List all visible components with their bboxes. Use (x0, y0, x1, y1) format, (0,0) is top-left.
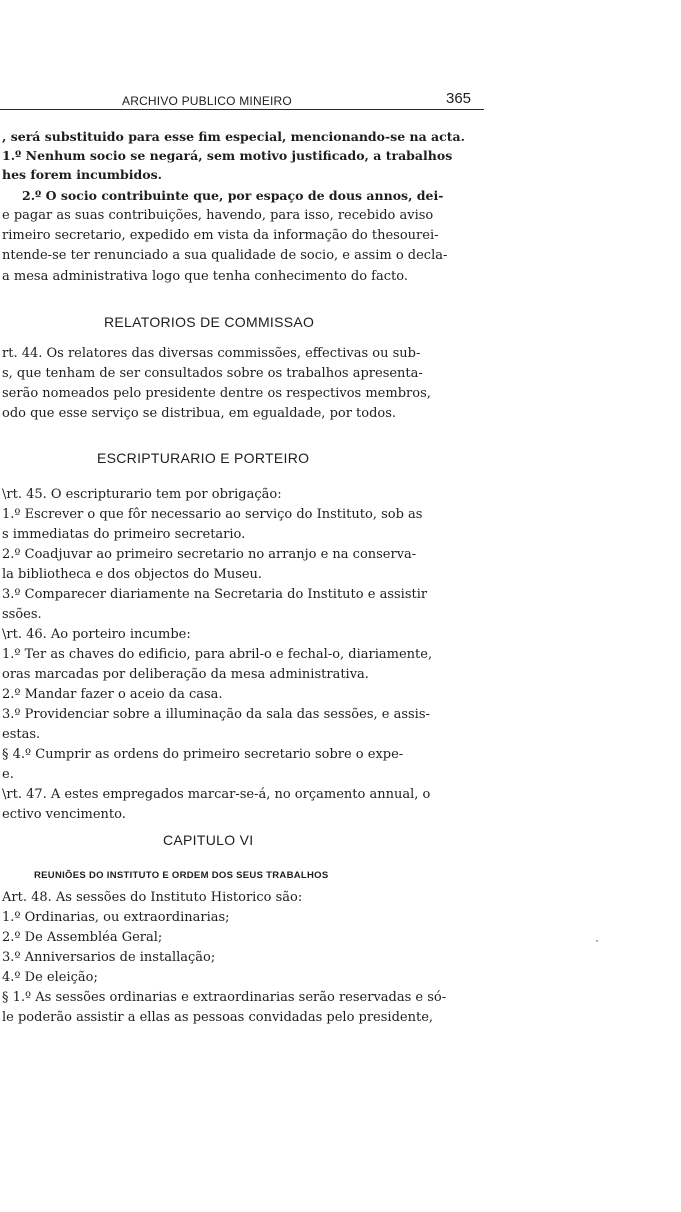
text-line: 1.º Escrever o que fôr necessario ao serviço do Instituto, sob as (2, 507, 423, 522)
text-line: rimeiro secretario, expedido em vista da informação do thesourei- (2, 228, 439, 243)
text-line: 2.º Coadjuvar ao primeiro secretario no arranjo e na conserva- (2, 547, 417, 562)
page-number: 365 (446, 90, 472, 107)
text-line: rt. 44. Os relatores das diversas commissões, effectivas ou sub- (2, 346, 421, 361)
text-line: \rt. 47. A estes empregados marcar-se-á, no orçamento annual, o (2, 787, 431, 802)
chapter-heading: CAPITULO VI (163, 832, 254, 848)
section-heading-relatorios: RELATORIOS DE COMMISSAO (104, 314, 315, 330)
text-line: , será substituido para esse fim especial, mencionando-se na acta. (2, 129, 465, 144)
text-line: ssões. (2, 607, 42, 622)
text-line: 2.º De Assembléa Geral; (2, 930, 163, 945)
text-line: s, que tenham de ser consultados sobre os trabalhos apresenta- (2, 366, 423, 381)
text-line: s immediatas do primeiro secretario. (2, 527, 246, 542)
text-line: serão nomeados pelo presidente dentre os respectivos membros, (2, 386, 431, 401)
text-line: hes forem incumbidos. (2, 167, 162, 182)
chapter-subheading: REUNIÕES DO INSTITUTO E ORDEM DOS SEUS TRABALHOS (34, 870, 329, 881)
text-line: oras marcadas por deliberação da mesa administrativa. (2, 667, 369, 682)
text-line: 1.º Ter as chaves do edificio, para abril-o e fechal-o, diariamente, (2, 647, 433, 662)
text-line: Art. 48. As sessões do Instituto Historico são: (2, 890, 303, 905)
text-line: ntende-se ter renunciado a sua qualidade de socio, e assim o decla- (2, 248, 448, 263)
text-line: 4.º De eleição; (2, 970, 98, 985)
text-line: estas. (2, 727, 41, 742)
text-line: 2.º O socio contribuinte que, por espaço de dous annos, dei- (22, 188, 444, 203)
text-line: 3.º Comparecer diariamente na Secretaria do Instituto e assistir (2, 587, 428, 602)
text-line: la bibliotheca e dos objectos do Museu. (2, 567, 263, 582)
text-line: 1.º Ordinarias, ou extraordinarias; (2, 910, 230, 925)
text-line: odo que esse serviço se distribua, em egualdade, por todos. (2, 406, 397, 421)
text-line: § 1.º As sessões ordinarias e extraordinarias serão reservadas e só- (2, 990, 447, 1005)
text-line: 2.º Mandar fazer o aceio da casa. (2, 687, 223, 702)
text-line: \rt. 45. O escripturario tem por obrigação: (2, 487, 282, 502)
text-line: e. (2, 767, 14, 782)
running-head: ARCHIVO PUBLICO MINEIRO (122, 94, 292, 108)
text-line: a mesa administrativa logo que tenha conhecimento do facto. (2, 269, 408, 284)
text-line: le poderão assistir a ellas as pessoas convidadas pelo presidente, (2, 1010, 434, 1025)
text-line: ectivo vencimento. (2, 807, 126, 822)
section-heading-escripturario: ESCRIPTURARIO E PORTEIRO (97, 450, 310, 466)
text-line: § 4.º Cumprir as ordens do primeiro secretario sobre o expe- (2, 747, 404, 762)
text-line: 3.º Anniversarios de installação; (2, 950, 216, 965)
page-header (0, 88, 484, 112)
text-line: \rt. 46. Ao porteiro incumbe: (2, 627, 191, 642)
text-line: 1.º Nenhum socio se negará, sem motivo justificado, a trabalhos (2, 148, 453, 163)
text-line: 3.º Providenciar sobre a illuminação da sala das sessões, e assis- (2, 707, 430, 722)
header-rule (0, 109, 484, 110)
text-line: e pagar as suas contribuições, havendo, para isso, recebido aviso (2, 208, 434, 223)
paper-speck (596, 940, 598, 942)
